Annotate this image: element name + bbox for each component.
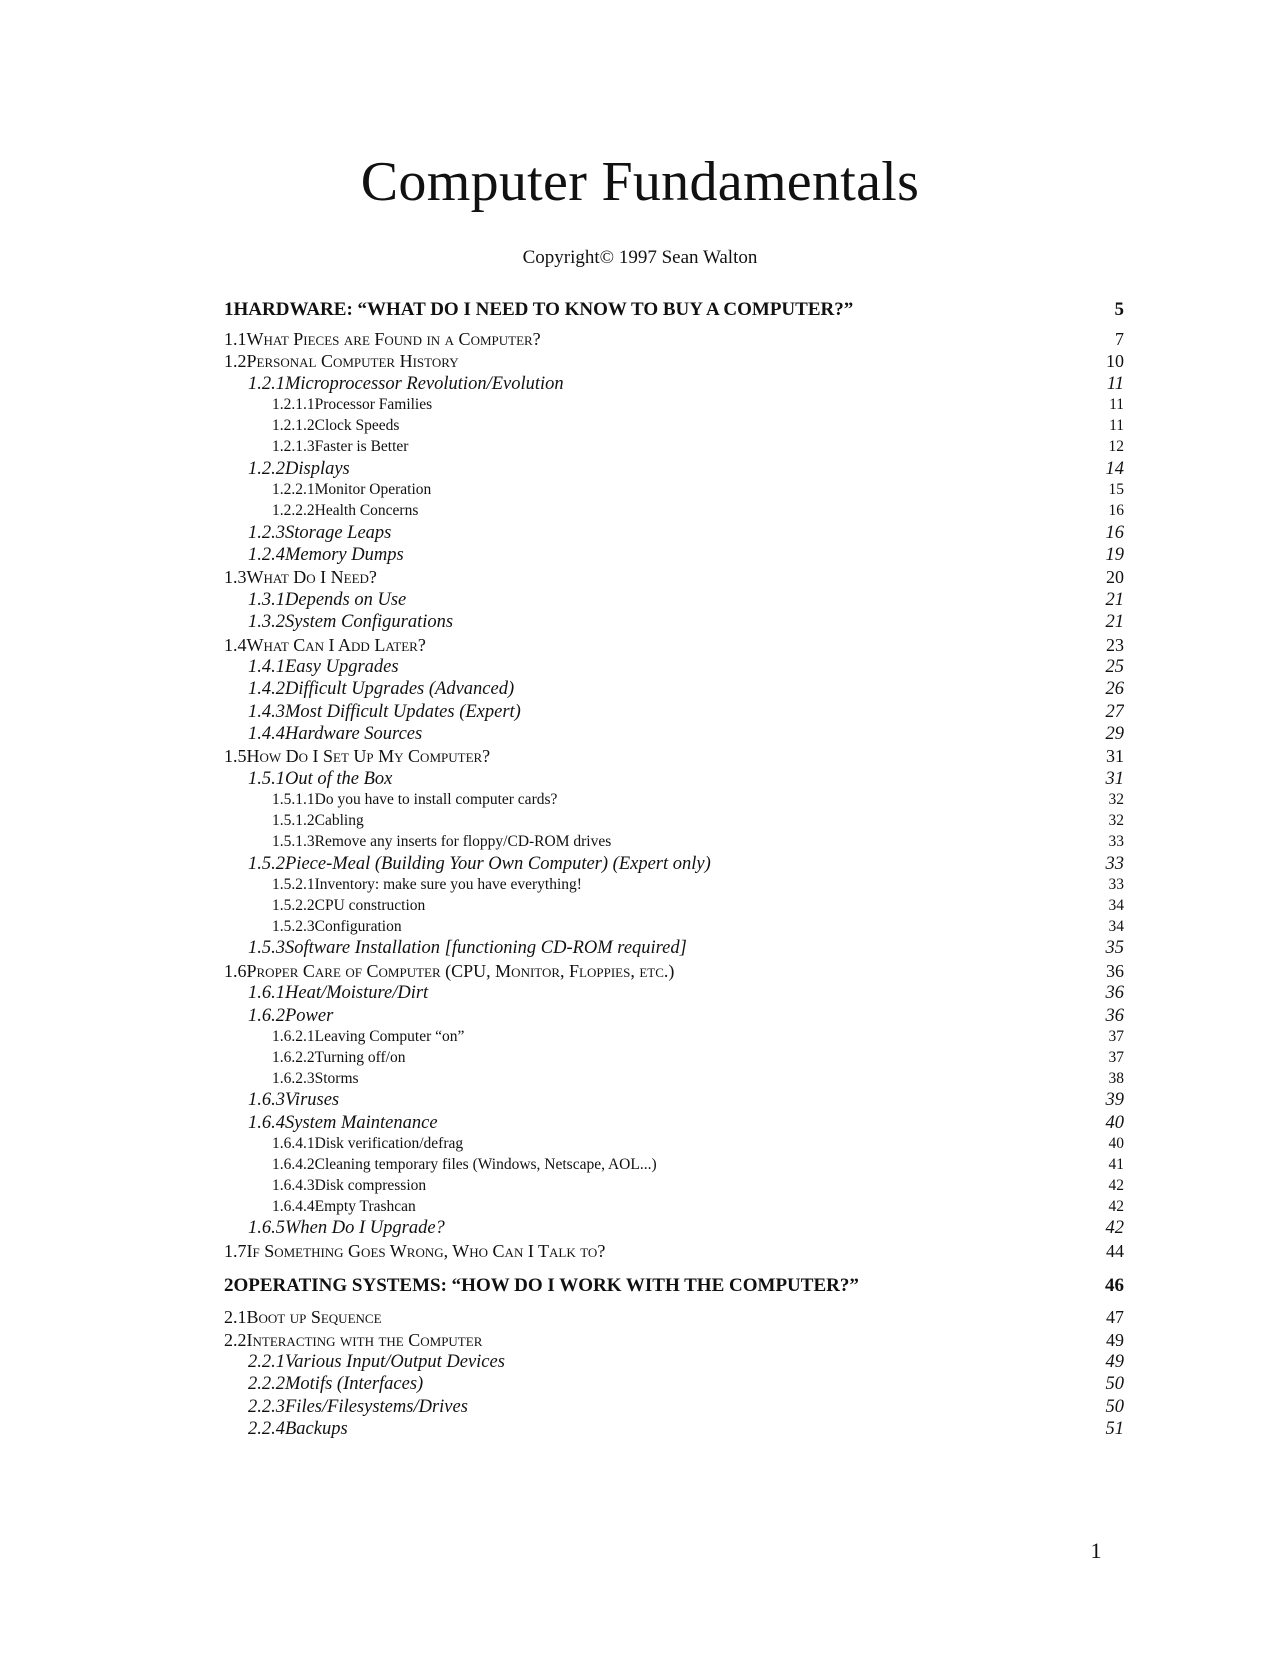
toc-entry-title: Personal Computer History xyxy=(246,351,459,372)
toc-entry-level-2[interactable] xyxy=(224,745,1124,767)
toc-entry-title: Backups xyxy=(285,1419,348,1440)
toc-entry-number: 1.2.3 xyxy=(248,522,285,543)
toc-entry-level-3[interactable] xyxy=(224,1351,1124,1373)
toc-entry-title: Most Difficult Updates (Expert) xyxy=(285,701,521,722)
toc-entry-level-2[interactable] xyxy=(224,350,1124,372)
toc-entry-number: 2 xyxy=(224,1275,234,1297)
toc-entry-level-4[interactable] xyxy=(224,1048,1124,1069)
toc-entry-page: 15 xyxy=(1108,480,1124,498)
toc-entry-number: 2.1 xyxy=(224,1307,247,1328)
toc-entry-number: 1.1 xyxy=(224,329,247,349)
toc-entry-number: 1.4.4 xyxy=(248,724,285,745)
toc-entry-title: OPERATING SYSTEMS: “HOW DO I WORK WITH THE COMPUTER?” xyxy=(233,1275,859,1297)
toc-entry-level-3[interactable] xyxy=(224,1089,1124,1111)
toc-entry-number: 1.5.1.1 xyxy=(272,791,315,809)
toc-entry-number: 1.4.3 xyxy=(248,701,285,722)
toc-entry-number: 1.2.2.2 xyxy=(272,501,315,519)
toc-entry-number: 1.2.2.1 xyxy=(272,480,315,498)
toc-entry-level-3[interactable] xyxy=(224,611,1124,633)
toc-entry-number: 1.5.1 xyxy=(248,768,285,789)
toc-entry-level-3[interactable] xyxy=(224,373,1124,395)
toc-entry-level-4[interactable] xyxy=(224,832,1124,853)
toc-entry-page: 26 xyxy=(1105,679,1124,700)
toc-entry-title: Displays xyxy=(285,458,350,479)
toc-entry-number: 1.6.2 xyxy=(248,1005,285,1026)
toc-entry-number: 1.3.1 xyxy=(248,589,285,610)
toc-entry-title: Empty Trashcan xyxy=(314,1197,416,1215)
toc-entry-page: 27 xyxy=(1105,701,1124,722)
toc-entry-number: 1.6.3 xyxy=(248,1090,285,1111)
toc-entry-level-4[interactable] xyxy=(224,790,1124,811)
toc-entry-level-3[interactable] xyxy=(224,522,1124,544)
toc-entry-level-3[interactable] xyxy=(224,589,1124,611)
toc-entry-page: 33 xyxy=(1108,876,1124,894)
document-title: Computer Fundamentals xyxy=(360,151,920,213)
toc-entry-number: 1.6.4.4 xyxy=(272,1197,315,1215)
toc-entry-level-3[interactable] xyxy=(224,1396,1124,1418)
toc-entry-number: 2.2.2 xyxy=(248,1374,285,1395)
toc-entry-level-4[interactable] xyxy=(224,875,1124,896)
toc-entry-level-4[interactable] xyxy=(224,917,1124,938)
toc-entry-number: 1.5.1.3 xyxy=(272,832,315,850)
toc-entry-number: 1.5.2.3 xyxy=(272,917,315,935)
toc-entry-page: 29 xyxy=(1105,724,1124,745)
toc-entry-page: 42 xyxy=(1105,1218,1124,1239)
toc-entry-number: 1.2.1.3 xyxy=(272,437,315,455)
toc-entry-page: 44 xyxy=(1106,1240,1124,1261)
toc-entry-title: Turning off/on xyxy=(314,1048,406,1066)
toc-entry-level-3[interactable] xyxy=(224,982,1124,1004)
toc-entry-number: 1.4 xyxy=(224,634,247,655)
toc-entry-page: 33 xyxy=(1108,832,1124,850)
toc-entry-title: Cabling xyxy=(314,812,364,830)
toc-entry-page: 34 xyxy=(1108,896,1124,914)
toc-entry-page: 47 xyxy=(1106,1307,1124,1328)
toc-entry-title: When Do I Upgrade? xyxy=(285,1218,445,1239)
toc-entry-page: 42 xyxy=(1108,1176,1124,1194)
toc-entry-level-4[interactable] xyxy=(224,1197,1124,1218)
toc-entry-page: 38 xyxy=(1108,1069,1124,1087)
toc-entry-level-4[interactable] xyxy=(224,1155,1124,1176)
toc-entry-level-2[interactable] xyxy=(224,328,1124,350)
toc-entry-number: 1.6 xyxy=(224,960,247,981)
toc-entry-level-3[interactable] xyxy=(224,678,1124,700)
toc-entry-title: Power xyxy=(285,1005,334,1026)
toc-entry-number: 1 xyxy=(224,299,234,320)
toc-entry-number: 1.6.2.2 xyxy=(272,1048,315,1066)
toc-entry-number: 1.2 xyxy=(224,351,247,372)
toc-entry-page: 21 xyxy=(1105,589,1124,610)
toc-entry-title: Storage Leaps xyxy=(285,522,392,543)
toc-entry-page: 25 xyxy=(1105,656,1124,677)
toc-entry-title: Memory Dumps xyxy=(285,544,404,565)
toc-entry-page: 11 xyxy=(1106,373,1124,394)
toc-entry-title: Software Installation [functioning CD-ROM required] xyxy=(285,938,687,959)
toc-entry-level-1[interactable] xyxy=(224,294,1124,326)
toc-entry-level-3[interactable] xyxy=(224,656,1124,678)
toc-entry-number: 1.6.4.1 xyxy=(272,1135,315,1153)
toc-entry-number: 1.6.2.3 xyxy=(272,1069,315,1087)
toc-entry-level-3[interactable] xyxy=(224,723,1124,745)
toc-entry-level-4[interactable] xyxy=(224,811,1124,832)
toc-entry-page: 12 xyxy=(1108,437,1124,455)
toc-entry-title: Do you have to install computer cards? xyxy=(314,791,558,809)
toc-entry-number: 1.4.2 xyxy=(248,679,285,700)
toc-entry-level-2[interactable] xyxy=(224,1329,1124,1351)
toc-entry-page: 11 xyxy=(1109,396,1124,414)
toc-entry-page: 35 xyxy=(1105,938,1124,959)
toc-entry-level-3[interactable] xyxy=(224,1005,1124,1027)
toc-entry-level-4[interactable] xyxy=(224,1134,1124,1155)
toc-entry-number: 1.2.1.1 xyxy=(272,396,315,414)
toc-entry-number: 1.2.1 xyxy=(248,373,285,394)
toc-entry-level-4[interactable] xyxy=(224,896,1124,917)
toc-entry-title: Leaving Computer “on” xyxy=(314,1027,465,1045)
toc-entry-page: 49 xyxy=(1105,1351,1124,1372)
toc-entry-title: What Do I Need? xyxy=(246,567,377,588)
toc-entry-title: Storms xyxy=(314,1069,359,1087)
toc-entry-page: 10 xyxy=(1106,351,1124,372)
toc-entry-page: 39 xyxy=(1105,1090,1124,1111)
toc-entry-level-4[interactable] xyxy=(224,501,1124,522)
toc-entry-level-4[interactable] xyxy=(224,1176,1124,1197)
toc-entry-level-2[interactable] xyxy=(224,634,1124,656)
toc-entry-title: What Can I Add Later? xyxy=(246,634,426,655)
toc-entry-title: Health Concerns xyxy=(314,501,419,519)
toc-entry-level-3[interactable] xyxy=(224,768,1124,790)
toc-entry-page: 46 xyxy=(1105,1275,1124,1297)
toc-entry-level-3[interactable] xyxy=(224,458,1124,480)
toc-entry-title: Heat/Moisture/Dirt xyxy=(285,983,429,1004)
toc-entry-level-3[interactable] xyxy=(224,1418,1124,1440)
toc-entry-page: 50 xyxy=(1105,1396,1124,1417)
toc-entry-title: Piece-Meal (Building Your Own Computer) (Expert only) xyxy=(285,853,711,874)
toc-entry-title: Processor Families xyxy=(314,396,433,414)
toc-entry-title: Hardware Sources xyxy=(285,724,423,745)
copyright-line: Copyright© 1997 Sean Walton xyxy=(522,247,758,268)
toc-entry-page: 11 xyxy=(1109,416,1124,434)
toc-entry-number: 1.4.1 xyxy=(248,656,285,677)
toc-entry-number: 1.6.4.3 xyxy=(272,1176,315,1194)
toc-entry-number: 1.6.4.2 xyxy=(272,1155,315,1173)
toc-entry-title: Cleaning temporary files (Windows, Netscape, AOL...) xyxy=(314,1155,657,1173)
toc-entry-number: 2.2 xyxy=(224,1329,247,1350)
toc-entry-number: 1.5.1.2 xyxy=(272,812,315,830)
toc-entry-title: Boot up Sequence xyxy=(246,1307,382,1328)
toc-entry-page: 5 xyxy=(1114,299,1124,320)
toc-entry-number: 1.3.2 xyxy=(248,612,285,633)
toc-entry-number: 1.2.1.2 xyxy=(272,416,315,434)
toc-entry-page: 32 xyxy=(1108,812,1124,830)
toc-entry-number: 2.2.4 xyxy=(248,1419,285,1440)
table-of-contents xyxy=(224,294,1124,1440)
toc-entry-level-3[interactable] xyxy=(224,1217,1124,1239)
toc-entry-level-1[interactable] xyxy=(224,1270,1124,1302)
toc-entry-level-3[interactable] xyxy=(224,1373,1124,1395)
toc-entry-number: 1.5.2.2 xyxy=(272,896,315,914)
toc-entry-level-3[interactable] xyxy=(224,701,1124,723)
toc-entry-page: 31 xyxy=(1106,746,1124,767)
toc-entry-number: 1.3 xyxy=(224,567,247,588)
toc-entry-page: 16 xyxy=(1108,501,1124,519)
toc-entry-title: Microprocessor Revolution/Evolution xyxy=(285,373,564,394)
toc-entry-title: Files/Filesystems/Drives xyxy=(285,1396,468,1417)
toc-entry-page: 50 xyxy=(1105,1374,1124,1395)
toc-entry-page: 19 xyxy=(1105,544,1124,565)
toc-entry-title: Out of the Box xyxy=(285,768,393,789)
toc-entry-level-3[interactable] xyxy=(224,1112,1124,1134)
toc-entry-title: Inventory: make sure you have everything! xyxy=(314,876,582,894)
toc-entry-number: 2.2.3 xyxy=(248,1396,285,1417)
toc-entry-number: 1.5.2.1 xyxy=(272,876,315,894)
toc-entry-number: 1.5 xyxy=(224,746,247,767)
toc-entry-title: Depends on Use xyxy=(285,589,407,610)
toc-entry-page: 21 xyxy=(1105,612,1124,633)
toc-entry-level-2[interactable] xyxy=(224,1240,1124,1262)
toc-entry-number: 1.5.2 xyxy=(248,853,285,874)
toc-entry-page: 40 xyxy=(1105,1112,1124,1133)
toc-entry-page: 32 xyxy=(1108,791,1124,809)
toc-entry-title: If Something Goes Wrong, Who Can I Talk to? xyxy=(246,1240,606,1261)
toc-entry-page: 37 xyxy=(1108,1027,1124,1045)
toc-entry-page: 51 xyxy=(1105,1419,1124,1440)
toc-entry-level-2[interactable] xyxy=(224,960,1124,982)
toc-entry-level-2[interactable] xyxy=(224,566,1124,588)
toc-entry-number: 1.6.1 xyxy=(248,983,285,1004)
toc-entry-number: 2.2.1 xyxy=(248,1351,285,1372)
toc-entry-title: What Pieces are Found in a Computer? xyxy=(246,329,541,349)
toc-entry-number: 1.6.5 xyxy=(248,1218,285,1239)
toc-entry-title: Disk compression xyxy=(314,1176,427,1194)
toc-entry-title: HARDWARE: “WHAT DO I NEED TO KNOW TO BUY A COMPUTER?” xyxy=(233,299,854,320)
toc-entry-title: Remove any inserts for floppy/CD-ROM drives xyxy=(314,832,612,850)
toc-entry-number: 1.2.2 xyxy=(248,458,285,479)
toc-entry-title: Faster is Better xyxy=(314,437,409,455)
toc-entry-page: 34 xyxy=(1108,917,1124,935)
toc-entry-page: 37 xyxy=(1108,1048,1124,1066)
toc-entry-level-4[interactable] xyxy=(224,1027,1124,1048)
toc-entry-page: 42 xyxy=(1108,1197,1124,1215)
toc-entry-number: 1.2.4 xyxy=(248,544,285,565)
toc-entry-page: 36 xyxy=(1106,960,1124,981)
toc-entry-page: 20 xyxy=(1106,567,1124,588)
toc-entry-level-3[interactable] xyxy=(224,544,1124,566)
toc-entry-page: 23 xyxy=(1106,634,1124,655)
toc-entry-level-4[interactable] xyxy=(224,1069,1124,1090)
toc-entry-level-3[interactable] xyxy=(224,853,1124,875)
page-number: 1 xyxy=(1090,1538,1102,1563)
toc-entry-title: Viruses xyxy=(285,1090,340,1111)
toc-entry-title: Proper Care of Computer (CPU, Monitor, Floppies, etc.) xyxy=(246,960,675,981)
toc-entry-title: How Do I Set Up My Computer? xyxy=(246,746,491,767)
toc-entry-title: CPU construction xyxy=(314,896,426,914)
toc-entry-page: 14 xyxy=(1105,458,1124,479)
toc-entry-level-4[interactable] xyxy=(224,437,1124,458)
toc-entry-title: Clock Speeds xyxy=(314,416,400,434)
toc-entry-page: 49 xyxy=(1106,1329,1124,1350)
toc-entry-title: Various Input/Output Devices xyxy=(285,1351,505,1372)
toc-entry-page: 33 xyxy=(1105,853,1124,874)
toc-entry-page: 36 xyxy=(1105,1005,1124,1026)
toc-entry-page: 7 xyxy=(1115,329,1124,349)
toc-entry-level-4[interactable] xyxy=(224,480,1124,501)
toc-entry-level-3[interactable] xyxy=(224,937,1124,959)
toc-entry-title: Monitor Operation xyxy=(314,480,432,498)
toc-entry-number: 1.6.2.1 xyxy=(272,1027,315,1045)
toc-entry-title: Configuration xyxy=(314,917,402,935)
toc-entry-title: Interacting with the Computer xyxy=(246,1329,483,1350)
toc-entry-title: Difficult Upgrades (Advanced) xyxy=(285,679,515,700)
toc-entry-level-4[interactable] xyxy=(224,416,1124,437)
toc-entry-title: Disk verification/defrag xyxy=(314,1135,464,1153)
toc-entry-number: 1.5.3 xyxy=(248,938,285,959)
toc-entry-level-4[interactable] xyxy=(224,395,1124,416)
toc-entry-page: 40 xyxy=(1108,1135,1124,1153)
toc-entry-title: Easy Upgrades xyxy=(285,656,399,677)
toc-entry-number: 1.7 xyxy=(224,1240,247,1261)
toc-entry-title: Motifs (Interfaces) xyxy=(285,1374,424,1395)
toc-entry-title: System Maintenance xyxy=(285,1112,438,1133)
toc-entry-page: 41 xyxy=(1108,1155,1124,1173)
toc-entry-page: 16 xyxy=(1105,522,1124,543)
toc-entry-number: 1.6.4 xyxy=(248,1112,285,1133)
toc-entry-title: System Configurations xyxy=(285,612,454,633)
toc-entry-page: 36 xyxy=(1105,983,1124,1004)
toc-entry-level-2[interactable] xyxy=(224,1306,1124,1328)
toc-entry-page: 31 xyxy=(1105,768,1124,789)
